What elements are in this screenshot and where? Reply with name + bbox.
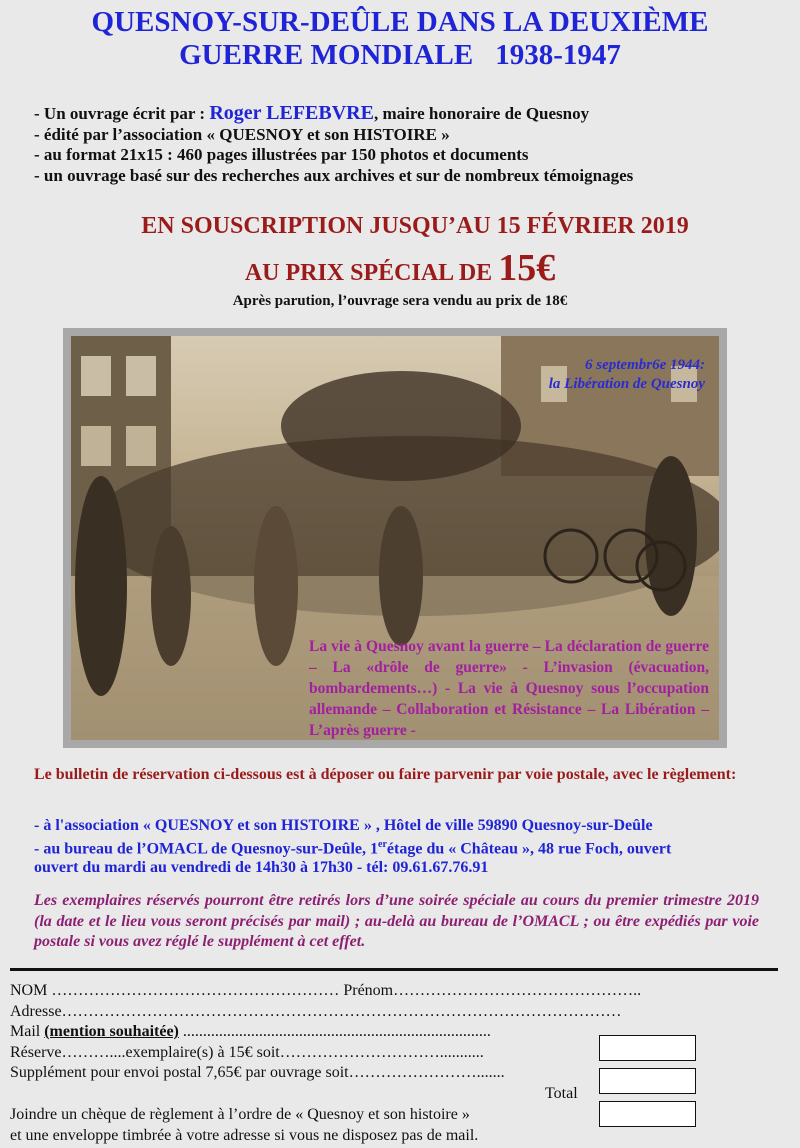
intro-line4: - un ouvrage basé sur des recherches aux archives et sur de nombreux témoignages xyxy=(34,165,634,185)
subscription-price xyxy=(0,248,800,293)
liberation-photo xyxy=(71,336,719,740)
address-hours: ouvert du mardi au vendredi de 14h30 à 17h30 - tél: 09.61.67.76.91 xyxy=(34,859,489,877)
figure xyxy=(75,476,127,696)
reserve-amount-box[interactable] xyxy=(599,1035,696,1061)
mail-dots: ............................................................................. xyxy=(178,1023,491,1040)
window xyxy=(81,426,111,466)
intro-prefix: - Un ouvrage écrit par : xyxy=(34,104,206,123)
total-label: Total xyxy=(545,1085,578,1102)
price-prefix: AU PRIX SPÉCIAL DE xyxy=(244,260,493,286)
window xyxy=(126,356,156,396)
window xyxy=(126,426,156,466)
photo-caption xyxy=(549,356,705,394)
address-omacl-prefix: - au bureau de l’OMACL de Quesnoy-sur-Deûle, 1 xyxy=(34,840,379,858)
figure xyxy=(151,526,191,666)
address-omacl-sup: er xyxy=(378,839,387,850)
drop-off-addresses xyxy=(34,816,764,877)
mail-label: Mail xyxy=(10,1023,41,1040)
title-years: 1938-1947 xyxy=(495,39,621,71)
title-line1: QUESNOY-SUR-DEÛLE DANS LA DEUXIÈME xyxy=(91,6,709,38)
subscription-deadline: EN SOUSCRIPTION JUSQU’AU 15 FÉVRIER 2019 xyxy=(141,213,689,239)
figure xyxy=(645,456,697,616)
mail-mention: (mention souhaitée) xyxy=(44,1023,179,1040)
page-title xyxy=(0,6,800,72)
figure xyxy=(379,506,423,646)
pickup-note: Les exemplaires réservés pourront être retirés lors d’une soirée spéciale au cours du premier trimestre 2019 (la date et le lieu vous seront précisés par mail) ; au-delà au bureau de l’OMACL ; ou être expédiés par voie postale si vous avez réglé le supplément à cet effet. xyxy=(34,892,759,950)
form-name-row[interactable]: NOM ……………………………………………… Prénom……………………………………….. xyxy=(10,982,642,999)
price-value: 15€ xyxy=(498,247,556,289)
caption-title: la Libération de Quesnoy xyxy=(548,376,705,392)
crowd-on-vehicle xyxy=(281,371,521,481)
form-divider xyxy=(10,968,778,971)
title-line2-text: GUERRE MONDIALE xyxy=(179,39,474,71)
intro-line3: - au format 21x15 : 460 pages illustrées par 150 photos et documents xyxy=(34,145,529,164)
photo-frame xyxy=(63,328,727,748)
supplement-amount-box[interactable] xyxy=(599,1068,696,1094)
form-address-row[interactable]: Adresse…………………………………………………………………………………………… xyxy=(10,1002,622,1020)
intro-suffix: , maire honoraire de Quesnoy xyxy=(373,104,590,123)
figure xyxy=(254,506,298,666)
contents-summary: La vie à Quesnoy avant la guerre – La déclaration de guerre – La «drôle de guerre» - L’invasion (évacuation, bombardements…) - La vie à Quesnoy sous l’occupation allemande – Collaboration et Résistance – La Libération – L’après guerre - xyxy=(309,638,709,739)
author-name: Roger LEFEBVRE xyxy=(209,102,374,124)
address-association: - à l'association « QUESNOY et son HISTOIRE » , Hôtel de ville 59890 Quesnoy-sur-Deûle xyxy=(34,817,653,834)
book-description xyxy=(34,103,794,186)
intro-line1 xyxy=(34,103,794,125)
address-omacl xyxy=(34,835,764,858)
payment-instructions xyxy=(10,1105,790,1146)
payment-line1: Joindre un chèque de règlement à l’ordre de « Quesnoy et son histoire » xyxy=(10,1106,470,1123)
intro-line2: - édité par l’association « QUESNOY et son HISTOIRE » xyxy=(34,124,450,144)
bulletin-instructions: Le bulletin de réservation ci-dessous est à déposer ou faire parvenir par voie postale, avec le règlement: xyxy=(34,766,737,783)
address-omacl-suffix: étage du « Château », 48 rue Foch, ouvert xyxy=(386,840,672,858)
after-publication-price: Après parution, l’ouvrage sera vendu au prix de 18€ xyxy=(232,293,568,309)
caption-date: 6 septembr6e 1944: xyxy=(585,357,705,373)
payment-line2: et une enveloppe timbrée à votre adresse si vous ne disposez pas de mail. xyxy=(10,1126,479,1144)
form-reserve-row[interactable]: Réserve………....exemplaire(s) à 15€ soit…………………………........... xyxy=(10,1043,484,1061)
form-supplement-row[interactable]: Supplément pour envoi postal 7,65€ par ouvrage soit……………………....... xyxy=(10,1064,505,1081)
window xyxy=(81,356,111,396)
title-line2 xyxy=(0,39,800,72)
